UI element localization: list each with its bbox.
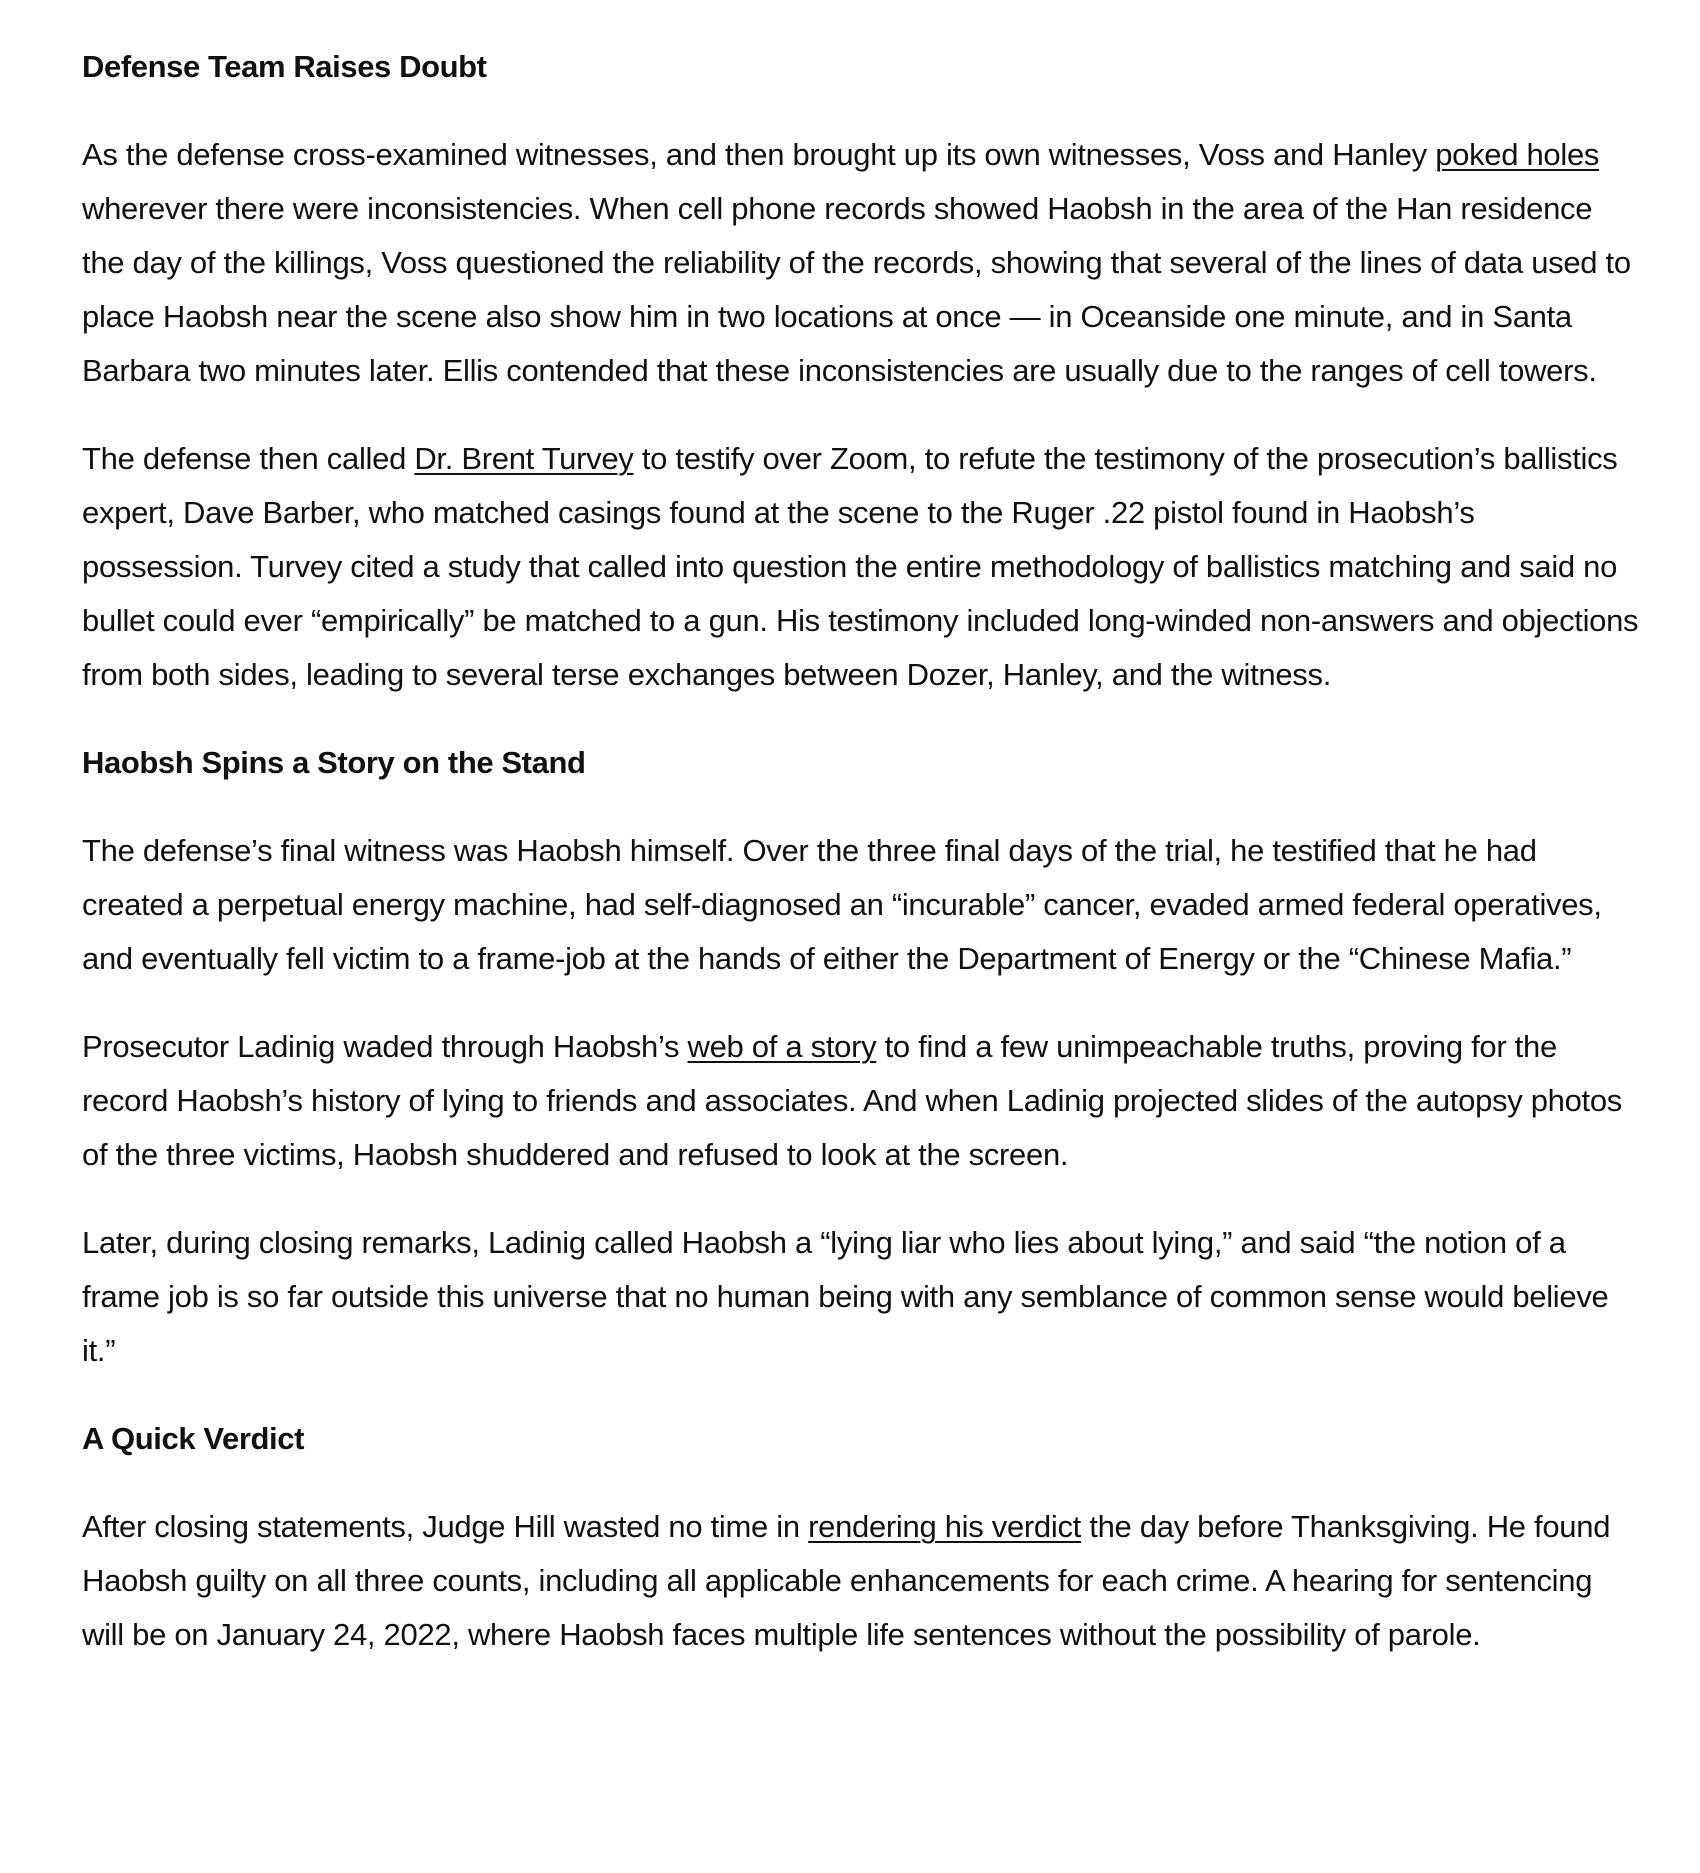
paragraph-text: The defense then called: [82, 441, 415, 476]
section-heading-defense: Defense Team Raises Doubt: [82, 49, 487, 84]
link-web-of-a-story[interactable]: web of a story: [687, 1029, 877, 1064]
paragraph-cross-examination: [82, 128, 1642, 398]
article-body: [82, 40, 1642, 1696]
paragraph-ladinig-cross: [82, 1020, 1642, 1182]
section-heading-haobsh-stand: Haobsh Spins a Story on the Stand: [82, 745, 586, 780]
section-heading-verdict: A Quick Verdict: [82, 1421, 304, 1456]
link-rendering-his-verdict[interactable]: rendering his verdict: [808, 1509, 1081, 1544]
paragraph-text: Prosecutor Ladinig waded through Haobsh’s: [82, 1029, 688, 1064]
paragraph-text: wherever there were inconsistencies. When cell phone records showed Haobsh in the area of the Han residence the day of the killings, Voss questioned the reliability of the records, showing that several of the lines of data used to place Haobsh near the scene also show him in two locations at once — in Oceanside one minute, and in Santa Barbara two minutes later. Ellis contended that these inconsistencies are usually due to the ranges of cell towers.: [82, 191, 1631, 388]
paragraph-text: to testify over Zoom, to refute the testimony of the prosecution’s ballistics expert, Dave Barber, who matched casings found at the scene to the Ruger .22 pistol found in Haobsh’s possession. Turvey cited a study that called into question the entire methodology of ballistics matching and said no bullet could ever “empirically” be matched to a gun. His testimony included long-winded non-answers and objections from both sides, leading to several terse exchanges between Dozer, Hanley, and the witness.: [82, 441, 1639, 692]
paragraph-text: to find a few unimpeachable truths, proving for the record Haobsh’s history of lying to friends and associates. And when Ladinig projected slides of the autopsy photos of the three victims, Haobsh shuddered and refused to look at the screen.: [82, 1029, 1622, 1172]
paragraph-text: After closing statements, Judge Hill wasted no time in: [82, 1509, 809, 1544]
paragraph-verdict: [82, 1500, 1642, 1662]
paragraph-text: As the defense cross-examined witnesses, and then brought up its own witnesses, Voss and Hanley: [82, 137, 1436, 172]
paragraph-text: the day before Thanksgiving. He found Haobsh guilty on all three counts, including all applicable enhancements for each crime. A hearing for sentencing will be on January 24, 2022, where Haobsh faces multiple life sentences without the possibility of parole.: [82, 1509, 1611, 1652]
link-poked-holes[interactable]: poked holes: [1435, 137, 1600, 172]
paragraph-closing-remarks: Later, during closing remarks, Ladinig called Haobsh a “lying liar who lies about lying,” and said “the notion of a frame job is so far outside this universe that no human being with any semblance of common sense would believe it.”: [82, 1225, 1609, 1368]
paragraph-turvey-testimony: [82, 432, 1642, 702]
paragraph-final-witness: The defense’s final witness was Haobsh himself. Over the three final days of the trial, he testified that he had created a perpetual energy machine, had self-diagnosed an “incurable” cancer, evaded armed federal operatives, and eventually fell victim to a frame-job at the hands of either the Department of Energy or the “Chinese Mafia.”: [82, 833, 1602, 976]
link-dr-brent-turvey[interactable]: Dr. Brent Turvey: [414, 441, 634, 476]
